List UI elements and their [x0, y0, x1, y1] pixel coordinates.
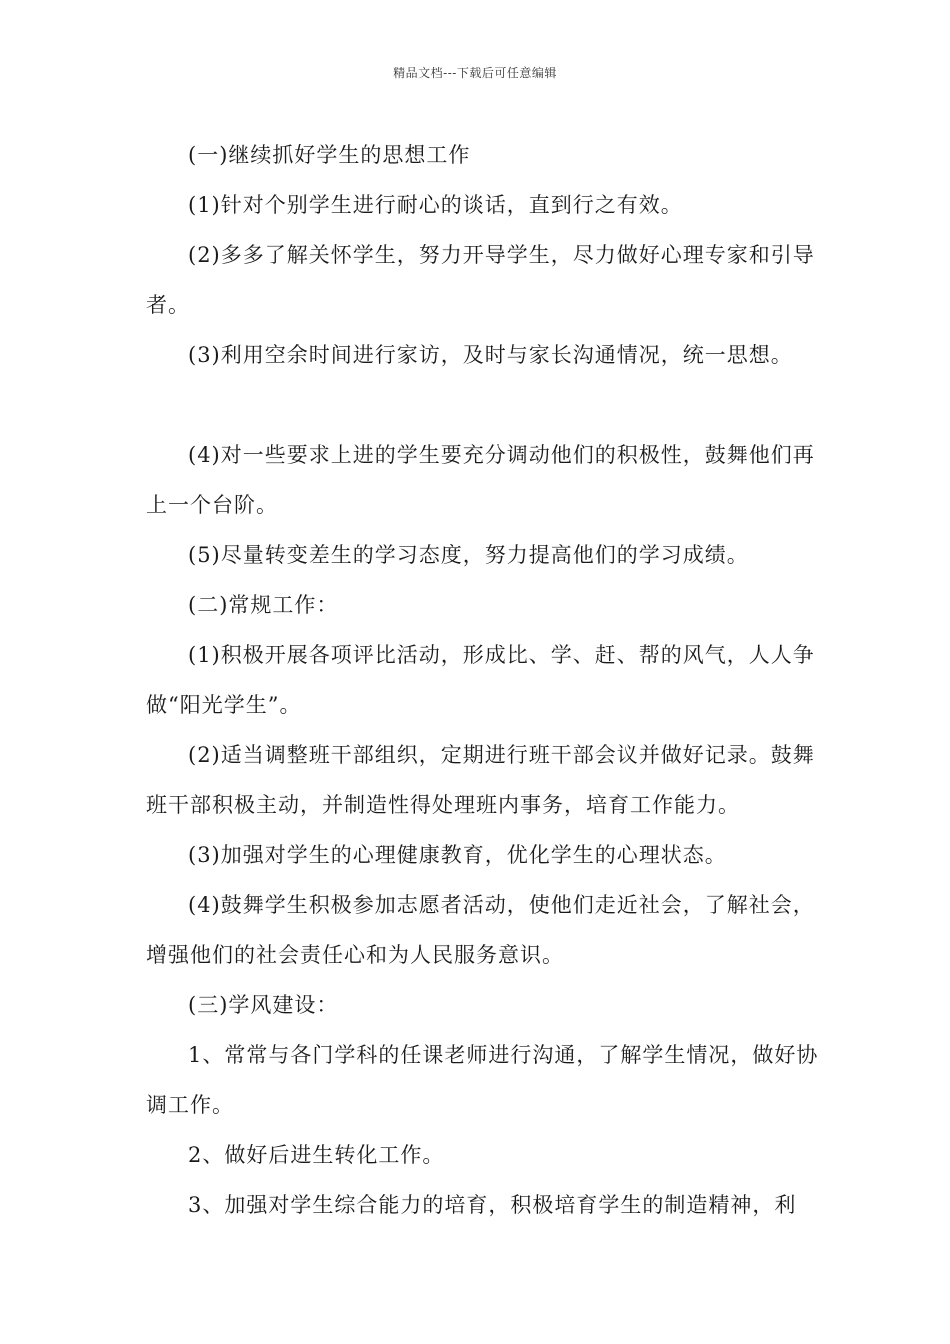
- paragraph: (4)对一些要求上进的学生要充分调动他们的积极性，鼓舞他们再上一个台阶。: [146, 443, 815, 517]
- paragraph: (3)利用空余时间进行家访，及时与家长沟通情况，统一思想。: [188, 343, 793, 367]
- document-body: [146, 130, 826, 1230]
- paragraph: (5)尽量转变差生的学习态度，努力提高他们的学习成绩。: [188, 543, 749, 567]
- paragraph: (1)针对个别学生进行耐心的谈话，直到行之有效。: [188, 193, 683, 217]
- page-header: 精品文档---下载后可任意编辑: [393, 66, 557, 80]
- paragraph: (3)加强对学生的心理健康教育，优化学生的心理状态。: [188, 843, 727, 867]
- section-heading: (二)常规工作：: [188, 593, 339, 617]
- paragraph: 1、常常与各门学科的任课老师进行沟通，了解学生情况，做好协调工作。: [146, 1043, 819, 1117]
- section-heading: (一)继续抓好学生的思想工作: [188, 143, 471, 167]
- paragraph: (2)适当调整班干部组织，定期进行班干部会议并做好记录。鼓舞班干部积极主动，并制造性得处理班内事务，培育工作能力。: [146, 743, 815, 817]
- paragraph: (2)多多了解关怀学生，努力开导学生，尽力做好心理专家和引导者。: [146, 243, 815, 317]
- blank-line: [146, 380, 826, 430]
- paragraph: (4)鼓舞学生积极参加志愿者活动，使他们走近社会，了解社会，增强他们的社会责任心和为人民服务意识。: [146, 893, 815, 967]
- paragraph: 3、加强对学生综合能力的培育，积极培育学生的制造精神，利: [188, 1193, 797, 1217]
- section-heading: (三)学风建设：: [188, 993, 339, 1017]
- paragraph: (1)积极开展各项评比活动，形成比、学、赶、帮的风气，人人争做“阳光学生”。: [146, 643, 815, 717]
- paragraph: 2、做好后进生转化工作。: [188, 1143, 445, 1167]
